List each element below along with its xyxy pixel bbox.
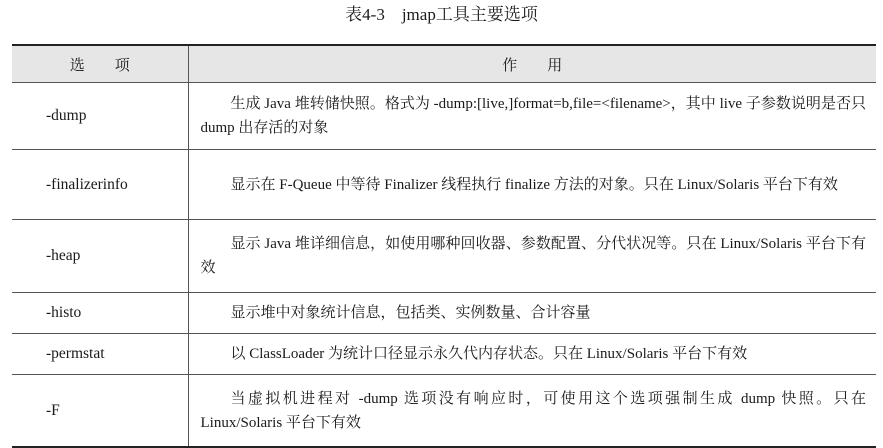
table-row	[12, 150, 876, 220]
description-cell: 生成 Java 堆转储快照。格式为 -dump:[live,]format=b,file=<filename>，其中 live 子参数说明是否只 dump 出存活的对象	[188, 83, 876, 150]
table-row	[12, 375, 876, 448]
jmap-options-table	[12, 44, 876, 448]
option-cell: -F	[12, 375, 188, 448]
option-cell: -permstat	[12, 334, 188, 375]
option-cell: -histo	[12, 293, 188, 334]
header-description: 作 用	[188, 45, 876, 83]
table-row	[12, 220, 876, 293]
table-row	[12, 334, 876, 375]
description-cell: 以 ClassLoader 为统计口径显示永久代内存状态。只在 Linux/Solaris 平台下有效	[188, 334, 876, 375]
table-row	[12, 293, 876, 334]
option-cell: -dump	[12, 83, 188, 150]
option-cell: -finalizerinfo	[12, 150, 188, 220]
header-option: 选 项	[12, 45, 188, 83]
table-row	[12, 83, 876, 150]
description-cell: 显示堆中对象统计信息，包括类、实例数量、合计容量	[188, 293, 876, 334]
description-cell: 显示 Java 堆详细信息，如使用哪种回收器、参数配置、分代状况等。只在 Linux/Solaris 平台下有效	[188, 220, 876, 293]
option-cell: -heap	[12, 220, 188, 293]
description-cell: 当虚拟机进程对 -dump 选项没有响应时，可使用这个选项强制生成 dump 快照。只在 Linux/Solaris 平台下有效	[188, 375, 876, 448]
table-caption: 表4-3 jmap工具主要选项	[345, 5, 538, 24]
description-cell: 显示在 F-Queue 中等待 Finalizer 线程执行 finalize 方法的对象。只在 Linux/Solaris 平台下有效	[188, 150, 876, 220]
table-header-row	[12, 45, 876, 83]
